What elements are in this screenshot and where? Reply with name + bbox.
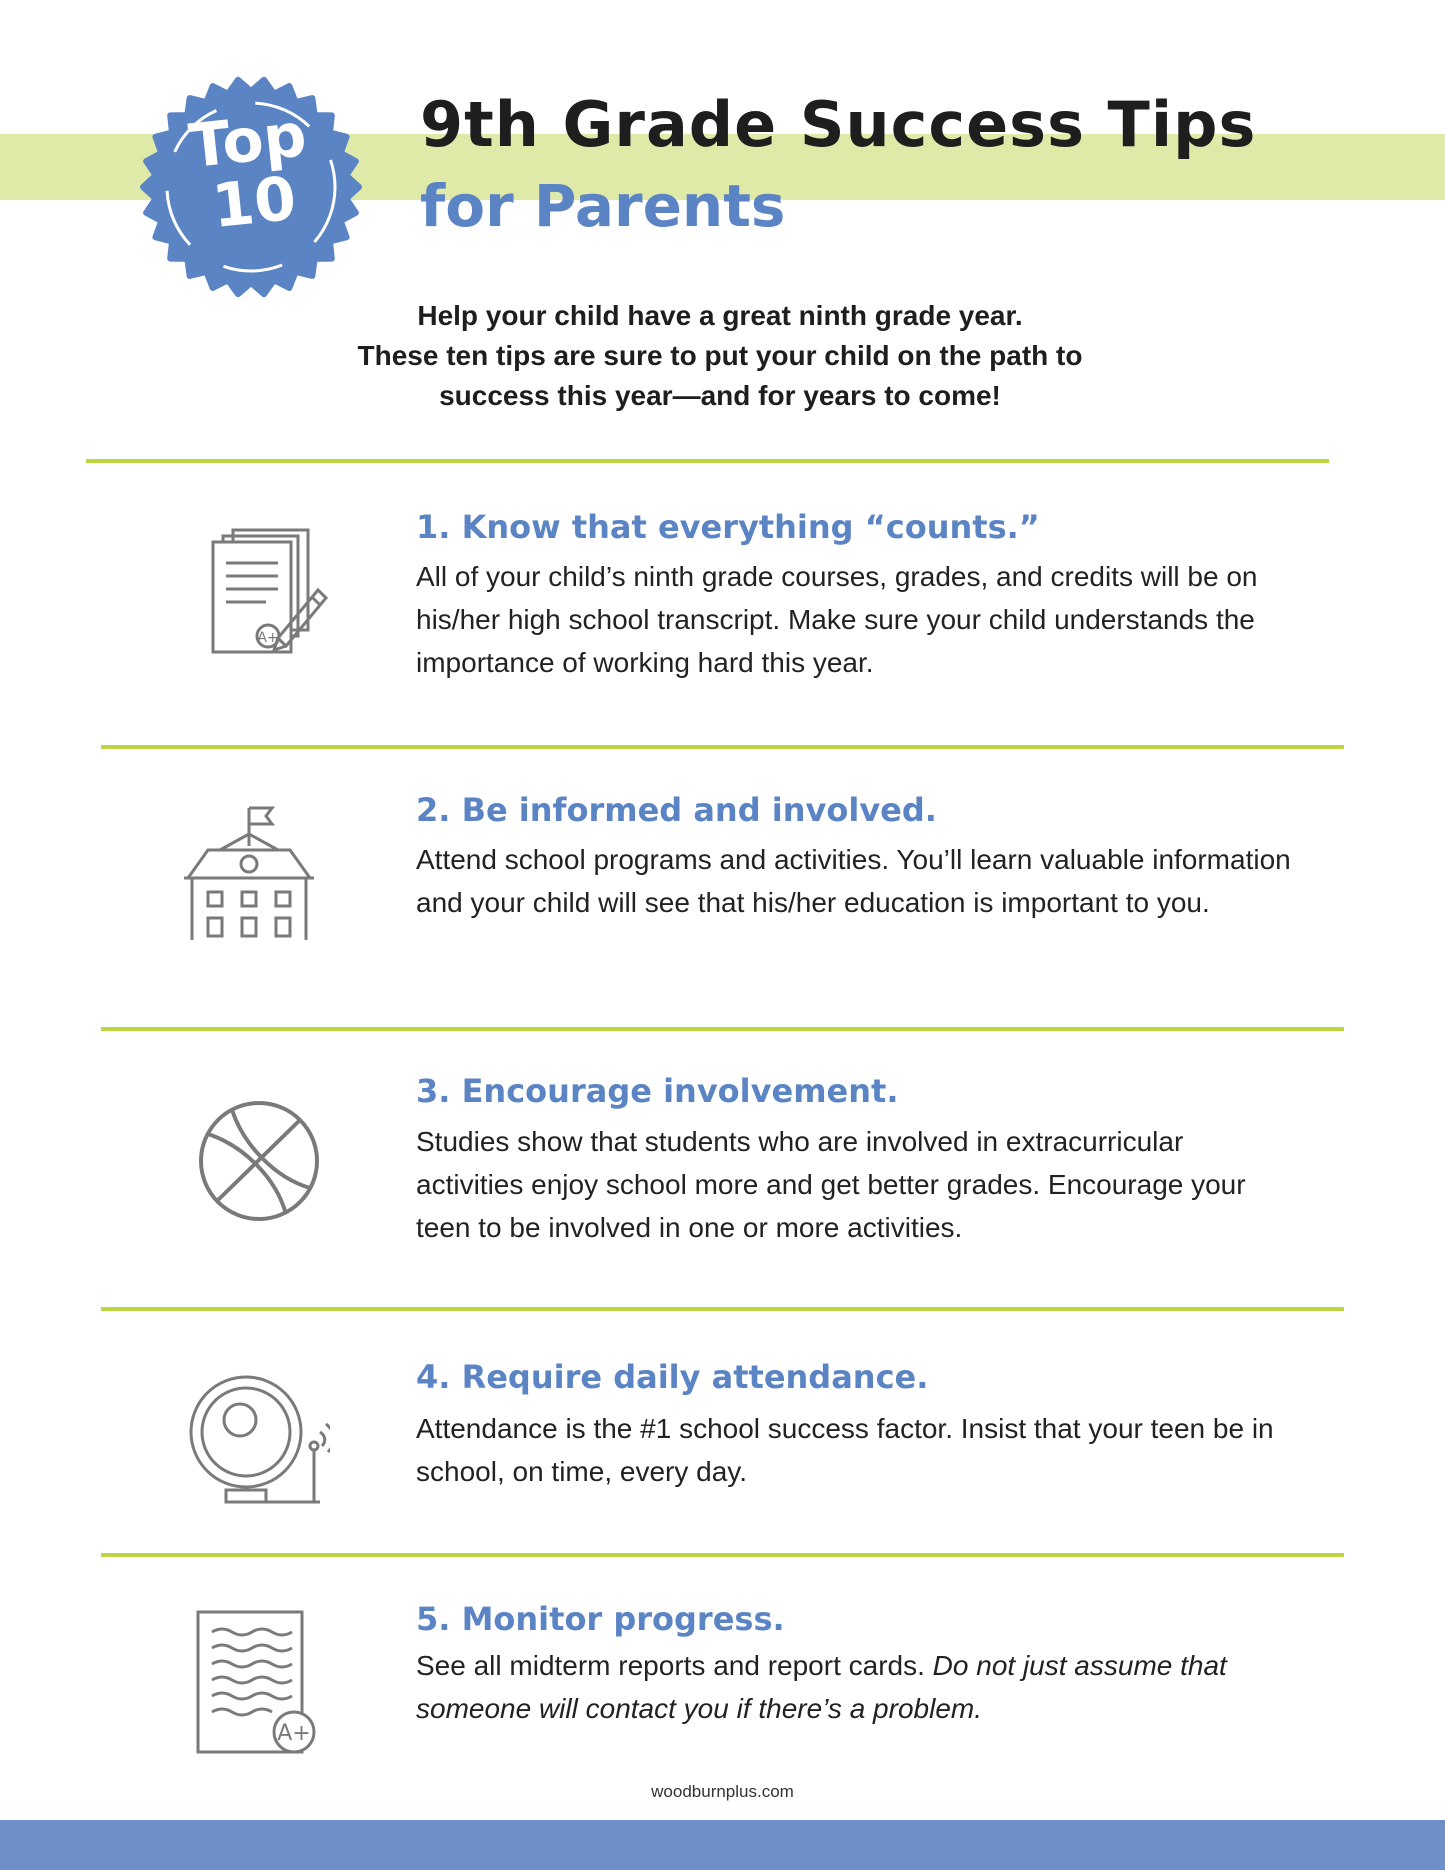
intro-line-1: Help your child have a great ninth grade year. [417,300,1023,331]
intro-text [240,296,1200,416]
page-subtitle: for Parents [420,172,786,240]
page-title: 9th Grade Success Tips [420,88,1257,161]
bottom-bar [0,1820,1445,1870]
tip-5-body-text: See all midterm reports and report cards. [416,1650,933,1681]
tip-5-body [416,1644,1296,1730]
basketball-icon [184,1086,334,1236]
tip-3-heading: 3. Encourage involvement. [416,1072,899,1110]
divider [86,459,1329,463]
tip-4-heading: 4. Require daily attendance. [416,1358,929,1396]
report-card-icon [190,1606,340,1756]
tip-3-body: Studies show that students who are involved in extracurricular activities enjoy school more and get better grades. Encourage your teen to be involved in one or more activities. [416,1126,1246,1243]
grade-mark: A+ [277,1721,311,1746]
divider [101,745,1344,749]
divider [101,1307,1344,1311]
intro-line-3: success this year—and for years to come! [439,380,1001,411]
school-building-icon [174,800,324,950]
tip-2-heading: 2. Be informed and involved. [416,791,937,829]
intro-line-2: These ten tips are sure to put your child on the path to [357,340,1083,371]
tip-5-body-italic: Do not just assume that someone will contact you if there’s a problem. [416,1650,1227,1724]
tip-1-body: All of your child’s ninth grade courses, grades, and credits will be on his/her high school transcript. Make sure your child understands the importance of working hard this year. [416,561,1258,678]
document-grade-icon [186,518,336,668]
tip-5-heading: 5. Monitor progress. [416,1600,785,1638]
divider [101,1553,1344,1557]
badge-text [134,99,368,246]
tip-4-body: Attendance is the #1 school success factor. Insist that your teen be in school, on time, every day. [416,1413,1274,1487]
tip-1-heading: 1. Know that everything “counts.” [416,508,1040,546]
tip-2-body: Attend school programs and activities. You’ll learn valuable information and your child will see that his/her education is important to you. [416,844,1291,918]
grade-mark: A+ [257,630,279,646]
badge-line-top: Top [185,100,310,183]
divider [101,1027,1344,1031]
school-bell-icon [180,1362,330,1512]
badge-line-ten: 10 [209,163,300,243]
footer-website: woodburnplus.com [651,1782,794,1801]
